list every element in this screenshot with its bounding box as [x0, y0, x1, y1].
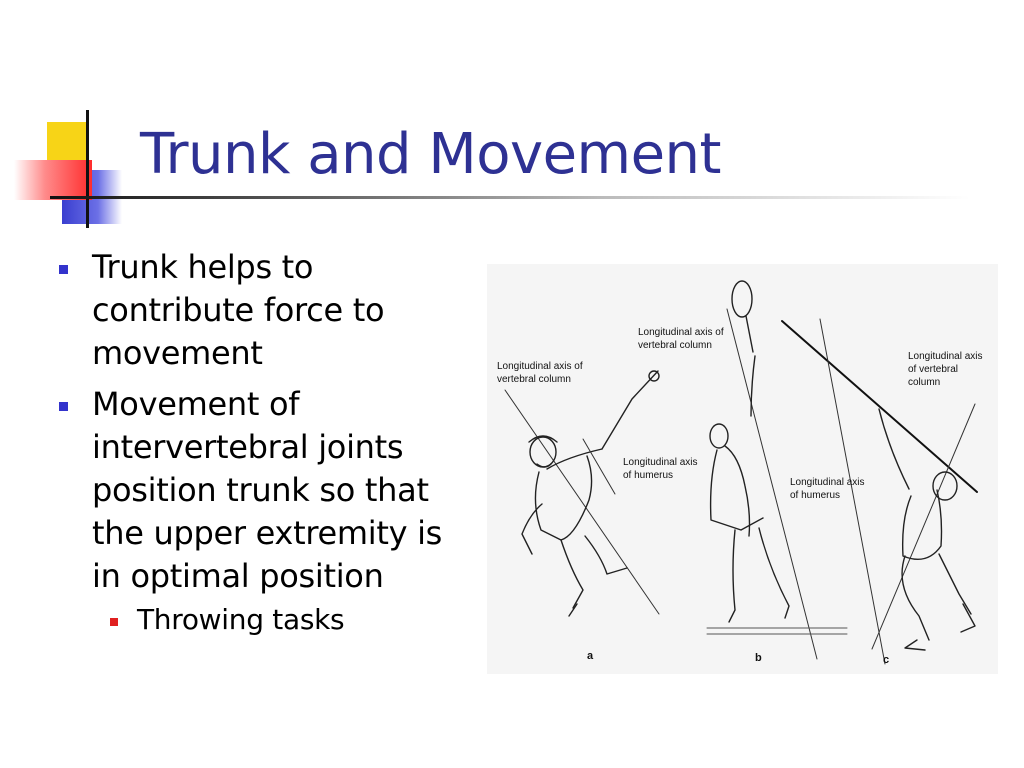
- logo-red-square: [14, 160, 92, 200]
- figure-drawing: [487, 264, 998, 674]
- panel-letter-a: a: [587, 650, 594, 662]
- label-c-vertebral: Longitudinal axis of vertebral column: [908, 351, 983, 388]
- red-square-bullet-icon: [110, 618, 118, 626]
- label-a-vertebral: Longitudinal axis of vertebral column: [497, 361, 583, 385]
- bullet-text: Movement of intervertebral joints position trunk so that the upper extremity is in optimal position: [92, 385, 443, 595]
- square-bullet-icon: [59, 402, 68, 411]
- bullet-list: [55, 246, 455, 646]
- sub-bullet-list: [92, 602, 455, 638]
- sub-bullet-item: [92, 602, 455, 638]
- figure-a-pitcher: [505, 371, 659, 616]
- sub-bullet-text: Throwing tasks: [137, 603, 345, 636]
- label-b-humerus: Longitudinal axis of humerus: [790, 477, 865, 501]
- label-a-humerus: Longitudinal axis of humerus: [623, 457, 698, 481]
- bullet-text: Trunk helps to contribute force to movement: [92, 248, 385, 372]
- throwing-illustration: [487, 264, 998, 674]
- panel-letter-b: b: [755, 652, 762, 664]
- figure-b-tennis: [707, 281, 847, 659]
- square-bullet-icon: [59, 265, 68, 274]
- label-b-vertebral: Longitudinal axis of vertebral column: [638, 327, 724, 351]
- slide-title: Trunk and Movement: [140, 122, 721, 187]
- logo-vertical-line: [86, 110, 89, 228]
- logo-yellow-square: [47, 122, 87, 162]
- bullet-item: [55, 383, 455, 638]
- panel-letter-c: c: [883, 654, 890, 666]
- title-underline: [50, 196, 970, 199]
- bullet-item: [55, 246, 455, 375]
